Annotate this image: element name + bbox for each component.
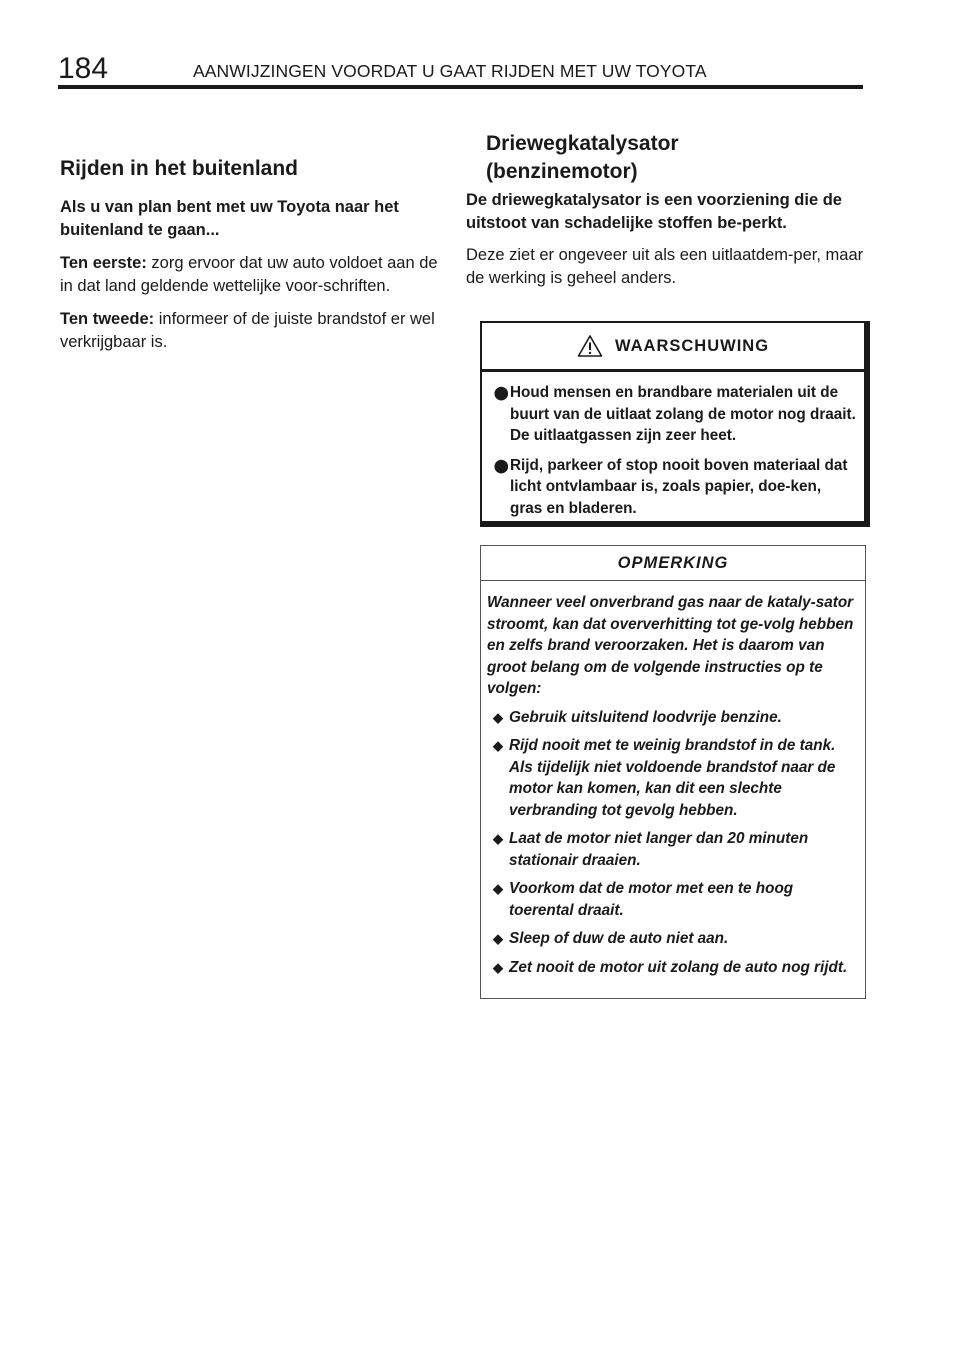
second-text: informeer of de juiste brandstof er wel verkrijgbaar is. <box>60 310 435 351</box>
note-item-text: Sleep of duw de auto niet aan. <box>509 930 729 947</box>
note-body <box>481 592 865 978</box>
warning-title: WAARSCHUWING <box>614 336 770 355</box>
warning-triangle-icon <box>577 334 603 358</box>
catalyst-title-line2: (benzinemotor) <box>486 160 638 183</box>
note-item <box>487 707 859 729</box>
note-item-text: Laat de motor niet langer dan 20 minuten stationair draaien. <box>509 830 809 869</box>
abroad-lead: Als u van plan bent met uw Toyota naar het buitenland te gaan... <box>60 198 399 239</box>
header-rule <box>58 85 863 89</box>
note-header <box>481 546 865 581</box>
note-item <box>487 928 859 950</box>
diamond-bullet-icon: ◆ <box>493 738 503 753</box>
abroad-second-paragraph <box>60 308 445 354</box>
page-number: 184 <box>58 52 109 85</box>
note-item <box>487 957 859 979</box>
section-title-abroad: Rijden in het buitenland <box>60 157 298 180</box>
bullet-icon: ⬤ <box>494 457 509 473</box>
note-item <box>487 828 859 871</box>
diamond-bullet-icon: ◆ <box>493 831 503 846</box>
second-label: Ten tweede: <box>60 310 155 328</box>
running-header: AANWIJZINGEN VOORDAT U GAAT RIJDEN MET UW TOYOTA <box>193 61 707 81</box>
warning-item <box>494 382 856 447</box>
diamond-bullet-icon: ◆ <box>493 709 503 725</box>
left-column <box>60 155 445 364</box>
diamond-bullet-icon: ◆ <box>493 931 503 946</box>
diamond-bullet-icon: ◆ <box>493 959 503 975</box>
note-item <box>487 878 859 921</box>
note-item-text: Rijd nooit met te weinig brandstof in de tank. Als tijdelijk niet voldoende brandstof naar de motor kan komen, kan dit een slechte verbranding tot gevolg hebben. <box>509 737 836 819</box>
warning-body <box>482 372 864 519</box>
catalyst-body: Deze ziet er ongeveer uit als een uitlaatdem-per, maar de werking is geheel anders. <box>466 246 864 287</box>
warning-box <box>480 321 870 527</box>
note-item-text: Zet nooit de motor uit zolang de auto nog rijdt. <box>509 958 848 976</box>
abroad-first-paragraph <box>60 252 445 298</box>
warning-item-text: Rijd, parkeer of stop nooit boven materiaal dat licht ontvlambaar is, zoals papier, doe-ken, gras en bladeren. <box>510 456 848 517</box>
catalyst-lead: De driewegkatalysator is een voorziening die de uitstoot van schadelijke stoffen be-perkt. <box>466 191 842 232</box>
bullet-icon: ⬤ <box>494 385 509 400</box>
note-item-text: Gebruik uitsluitend loodvrije benzine. <box>509 708 782 726</box>
right-column <box>466 130 866 299</box>
first-text: zorg ervoor dat uw auto voldoet aan de in dat land geldende wettelijke voor-schriften. <box>60 254 438 295</box>
section-title-catalyst <box>486 130 866 186</box>
warning-item-text: Houd mensen en brandbare materialen uit de buurt van de uitlaat zolang de motor nog draait. De uitlaatgassen zijn zeer heet. <box>510 384 856 444</box>
note-item-text: Voorkom dat de motor met een te hoog toerental draait. <box>509 880 794 919</box>
first-label: Ten eerste: <box>60 254 147 272</box>
note-item <box>487 735 859 821</box>
diamond-bullet-icon: ◆ <box>493 881 503 896</box>
warning-header <box>482 323 864 372</box>
note-intro: Wanneer veel onverbrand gas naar de kataly-sator stroomt, kan dat oververhitting tot ge-volg hebben en zelfs brand veroorzaken. Het is daarom van groot belang om de volgende instructies op te volgen: <box>487 594 854 697</box>
catalyst-title-line1: Driewegkatalysator <box>486 132 679 155</box>
note-title: OPMERKING <box>617 553 729 572</box>
note-box <box>480 545 866 999</box>
warning-item <box>494 455 856 520</box>
